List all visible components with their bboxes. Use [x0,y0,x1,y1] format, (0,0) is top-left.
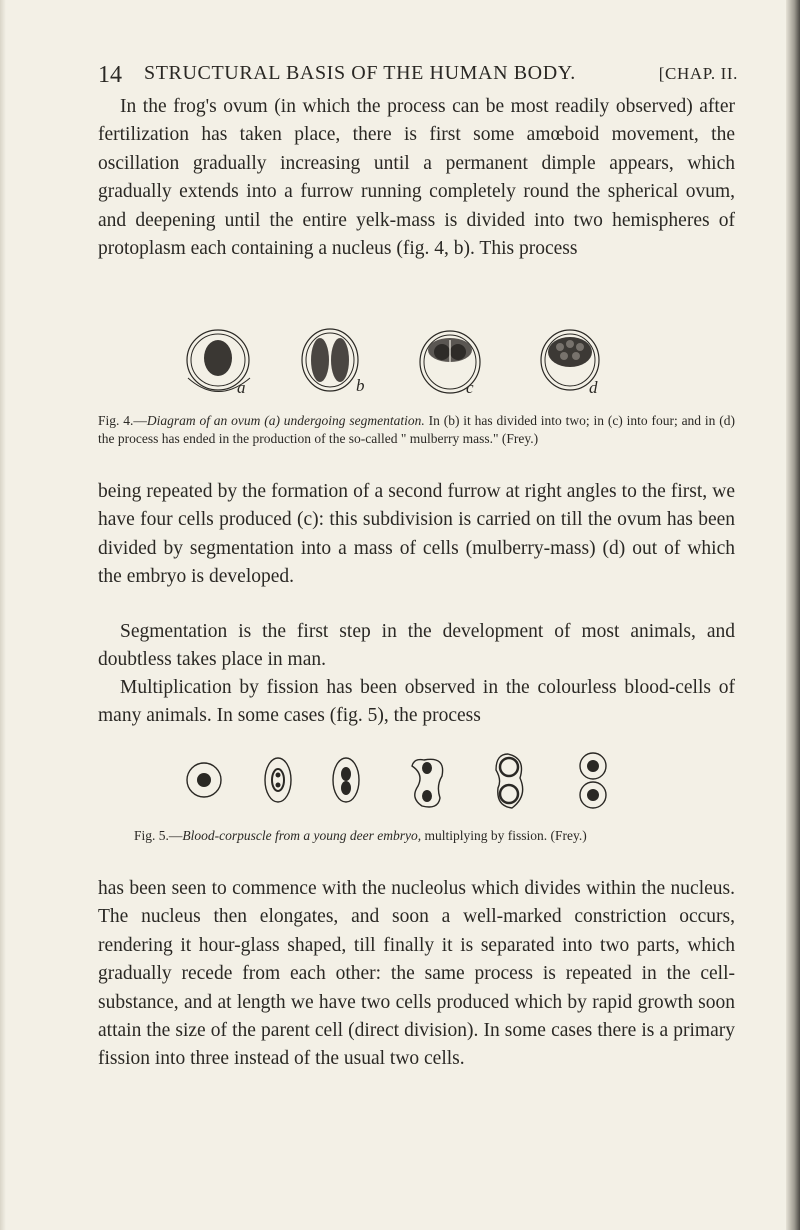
figure-4-caption-number: Fig. 4.— [98,413,147,428]
figure-4-label-b: b [356,376,365,395]
running-title: STRUCTURAL BASIS OF THE HUMAN BODY. [144,62,576,84]
figure-5-caption [134,827,734,845]
paragraph-3: Segmentation is the first step in the development of most animals, and doubtless takes place in man. [98,621,735,671]
figure-5-illustration [186,752,616,812]
page-header [98,58,738,92]
figure-5-caption-number: Fig. 5.— [134,828,183,843]
page-edge-left [0,0,6,1230]
chapter-reference: [CHAP. II. [658,64,738,83]
paragraph-4: Multiplication by fission has been observed in the colourless blood-cells of many animals. In some cases (fig. 5), the process [98,677,735,727]
figure-4-label-d: d [589,378,598,397]
paragraph-2: being repeated by the formation of a second furrow at right angles to the first, we have four cells produced (c): this subdivision is carried on till the ovum has been divided by segmentation into a mass of cells (mulberry-mass) (d) out of which the embryo is developed. [98,481,735,588]
paragraph-5: has been seen to commence with the nucleolus which divides within the nucleus. The nucleus then elongates, and soon a well-marked constriction occurs, rendering it hour-glass shaped, till finally it is separated into two parts, which gradually recede from each other: the same process is repeated in the cell-substance, and at length we have two cells produced which by rapid growth soon attain the size of the parent cell (direct division). In some cases there is a primary fission into three instead of the usual two cells. [98,878,735,1070]
figure-4-svg [180,330,650,398]
figure-4-caption-text: In (b) it has divided into two; in (c) into four; and in (d) the process has ended in the production of the so-called " mulberry mass." (Frey.) [98,413,735,446]
figure-5-svg [186,752,616,812]
corpuscle-2-icon [265,758,291,802]
page-number: 14 [98,62,122,88]
figure-4-label-c: c [466,378,474,397]
figure-5-caption-title: Blood-corpuscle from a young deer embryo, [182,828,422,843]
corpuscle-3-icon [333,758,359,802]
figure-5-caption-text: multiplying by fission. (Frey.) [421,828,587,843]
paragraph-1: In the frog's ovum (in which the process can be most readily observed) after fertilization has taken place, there is first some amœboid movement, the oscillation gradually increasing until a permanent dimple appears, which gradually extends into a furrow running completely round the spherical ovum, and deepening until the entire yelk-mass is divided into two hemispheres of protoplasm each containing a nucleus (fig. 4, b). This process [98,96,735,260]
figure-4-caption [98,412,735,447]
figure-4-illustration [180,330,650,398]
corpuscle-6-icon [580,753,606,808]
figure-4-label-a: a [237,378,246,397]
figure-4-caption-title: Diagram of an ovum (a) undergoing segmentation. [146,413,425,428]
corpuscle-1-icon [187,763,221,797]
corpuscle-5-icon [496,754,523,808]
corpuscle-4-icon [412,759,443,807]
page-edge-right [786,0,800,1230]
ovum-b-icon [302,329,358,391]
